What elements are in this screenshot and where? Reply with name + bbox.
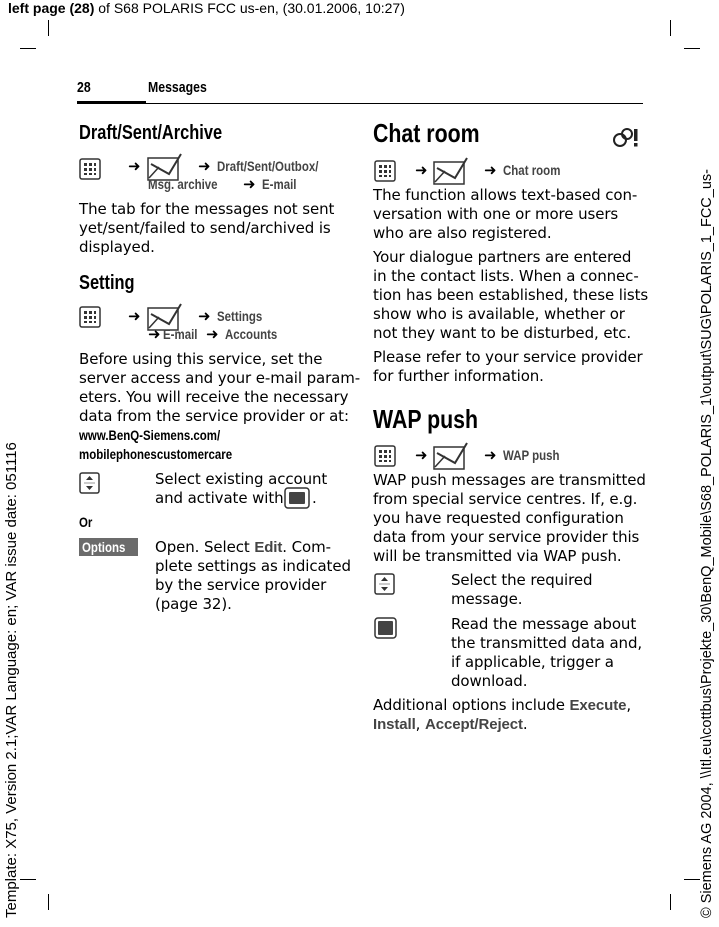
menu-grid-icon (374, 160, 396, 182)
wap-read-text: Read the message about the transmitted data and, if applicable, trigger a download. (451, 615, 643, 690)
arrow-icon: ➜ (128, 157, 141, 175)
draft-path-1: Draft/Sent/Outbox/ (217, 158, 319, 174)
arrow-icon: ➜ (206, 325, 219, 343)
setting-path-3: Accounts (225, 326, 278, 342)
arrow-icon: ➜ (484, 446, 497, 464)
header-rule-thick (77, 101, 146, 104)
header-rule (146, 103, 643, 104)
chat-paragraph-3: Please refer to your service provider for further information. (373, 348, 643, 385)
wap-paragraph: WAP push messages are transmitted from special service centres. If, e.g. you have requested configuration data from your service provider this will be transmitted via WAP push. (373, 471, 646, 565)
setting-path-2: E-mail (163, 326, 198, 342)
menu-grid-icon (374, 445, 396, 467)
crop-mark (20, 879, 36, 880)
network-service-icon (612, 127, 640, 149)
wap-path: WAP push (503, 447, 560, 463)
arrow-icon: ➜ (128, 307, 141, 325)
arrow-icon: ➜ (415, 446, 428, 464)
select-account-text: Select existing account and activate with (155, 470, 328, 507)
or-label: Or (79, 514, 93, 530)
side-copyright: © Siemens AG 2004, \\Itl.eu\cottbus\Projekte_30\BenQ_Mobile\S68_POLARIS_1\output\SUG\POLARIS_1_FCC_us- (699, 169, 715, 918)
chat-paragraph-1: The function allows text-based con- versation with one or more users who are also registered. (373, 186, 638, 242)
setting-path-1: Settings (217, 308, 263, 324)
chat-path: Chat room (503, 162, 561, 178)
arrow-icon: ➜ (198, 157, 211, 175)
arrow-icon: ➜ (415, 161, 428, 179)
options-softkey: Options (79, 538, 138, 556)
crop-mark (48, 894, 49, 910)
select-account-end: . (312, 489, 317, 507)
setting-paragraph: Before using this service, set the server access and your e-mail param- eters. You will receive the necessary data from the service provider or at: (79, 350, 361, 425)
chat-heading: Chat room (373, 118, 480, 148)
wap-select-text: Select the required message. (451, 571, 593, 608)
scroll-key-icon (79, 472, 101, 494)
scroll-key-icon (374, 573, 396, 595)
envelope-icon (433, 441, 469, 471)
center-key-icon (284, 487, 310, 509)
arrow-icon: ➜ (484, 161, 497, 179)
menu-grid-icon (79, 306, 101, 328)
center-key-icon (374, 617, 398, 639)
setting-url: www.BenQ-Siemens.com/ mobilephonescustomercare (79, 427, 233, 462)
crop-mark (670, 20, 671, 36)
print-header-info: of S68 POLARIS FCC us-en, (30.01.2006, 10:27) (94, 0, 405, 16)
side-template-info: Template: X75, Version 2.1;VAR Language: en; VAR issue date: 051116 (3, 442, 20, 918)
crop-mark (20, 48, 36, 49)
envelope-icon (433, 156, 469, 186)
draft-paragraph: The tab for the messages not sent yet/sent/failed to send/archived is displayed. (79, 200, 335, 256)
menu-grid-icon (79, 158, 101, 180)
crop-mark (670, 894, 671, 910)
arrow-icon: ➜ (148, 325, 161, 343)
draft-heading: Draft/Sent/Archive (79, 122, 223, 144)
print-header-page: left page (28) (8, 0, 95, 16)
setting-heading: Setting (79, 272, 135, 294)
section-title: Messages (148, 79, 207, 96)
draft-path-3: E-mail (262, 176, 297, 192)
crop-mark (48, 20, 49, 36)
wap-heading: WAP push (373, 404, 479, 434)
page-number: 28 (77, 79, 91, 96)
wap-additional-options: Additional options include Execute, Install, Accept/Reject. (373, 696, 632, 733)
open-account-text: Open. Select Edit. Com- plete settings as indicated by the service provider (page 32). (155, 538, 351, 613)
draft-path-2: Msg. archive (148, 176, 218, 192)
arrow-icon: ➜ (243, 175, 256, 193)
arrow-icon: ➜ (198, 307, 211, 325)
chat-paragraph-2: Your dialogue partners are entered in the contact lists. When a connec- tion has been established, these lists show who is available, whether or not they want to be disturbed, etc. (373, 248, 649, 342)
print-header (8, 0, 405, 16)
